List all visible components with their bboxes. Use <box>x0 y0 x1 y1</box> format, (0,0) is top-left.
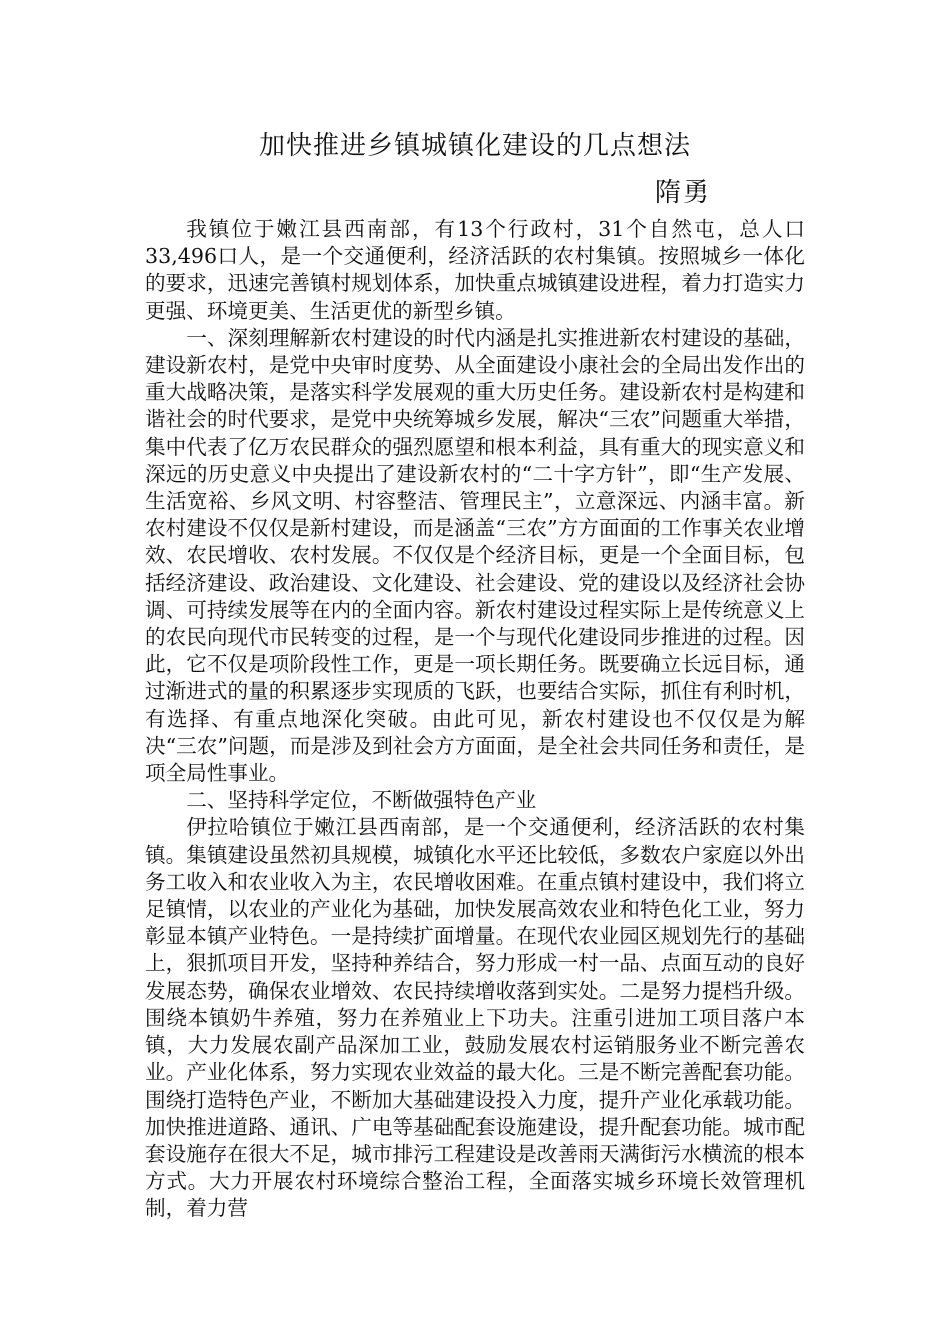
document-title: 加快推进乡镇城镇化建设的几点想法 <box>258 131 691 161</box>
document-page <box>145 126 805 1223</box>
paragraph-section-one: 一、深刻理解新农村建设的时代内涵是扎实推进新农村建设的基础，建设新农村，是党中央审时度势、从全面建设小康社会的全局出发作出的重大战略决策，是落实科学发展观的重大历史任务。建设新农村是构建和谐社会的时代要求，是党中央统筹城乡发展，解决“三农”问题重大举措，集中代表了亿万农民群众的强烈愿望和根本利益，具有重大的现实意义和深远的历史意义中央提出了建设新农村的“二十字方针”，即“生产发展、生活宽裕、乡风文明、村容整洁、管理民主”，立意深远、内涵丰富。新农村建设不仅仅是新村建设，而是涵盖“三农”方方面面的工作事关农业增效、农民增收、农村发展。不仅仅是个经济目标，更是一个全面目标，包括经济建设、政治建设、文化建设、社会建设、党的建设以及经济社会协调、可持续发展等在内的全面内容。新农村建设过程实际上是传统意义上的农民向现代市民转变的过程，是一个与现代化建设同步推进的过程。因此，它不仅是项阶段性工作，更是一项长期任务。既要确立长远目标，通过渐进式的量的积累逐步实现质的飞跃，也要结合实际，抓住有利时机，有选择、有重点地深化突破。由此可见，新农村建设也不仅仅是为解决“三农”问题，而是涉及到社会方方面面，是全社会共同任务和责任，是项全局性事业。 <box>145 325 805 786</box>
document-author: 隋勇 <box>654 178 711 208</box>
heading-section-two: 二、坚持科学定位，不断做强特色产业 <box>186 788 537 813</box>
paragraph-intro: 我镇位于嫩江县西南部，有13个行政村，31个自然屯，总人口33,496口人，是一个交通便利，经济活跃的农村集镇。按照城乡一体化的要求，迅速完善镇村规划体系，加快重点城镇建设进程，着力打造实力更强、环境更美、生活更优的新型乡镇。 <box>145 217 805 323</box>
paragraph-section-two: 伊拉哈镇位于嫩江县西南部，是一个交通便利，经济活跃的农村集镇。集镇建设虽然初具规模，城镇化水平还比较低，多数农户家庭以外出务工收入和农业收入为主，农民增收困难。在重点镇村建设中，我们将立足镇情，以农业的产业化为基础，加快发展高效农业和特色化工业，努力彰显本镇产业特色。一是持续扩面增量。在现代农业园区规划先行的基础上，狠抓项目开发，坚持种养结合，努力形成一村一品、点面互动的良好发展态势，确保农业增效、农民持续增收落到实处。二是努力提档升级。围绕本镇奶牛养殖，努力在养殖业上下功夫。注重引进加工项目落户本镇，大力发展农副产品深加工业，鼓励发展农村运销服务业不断完善农业。产业化体系，努力实现农业效益的最大化。三是不断完善配套功能。围绕打造特色产业，不断加大基础建设投入力度，提升产业化承载功能。加快推进道路、通讯、广电等基础配套设施建设，提升配套功能。城市配套设施存在很大不足，城市排污工程建设是改善雨天满街污水横流的根本方式。大力开展农村环境综合整治工程，全面落实城乡环境长效管理机制，着力营 <box>145 815 805 1221</box>
